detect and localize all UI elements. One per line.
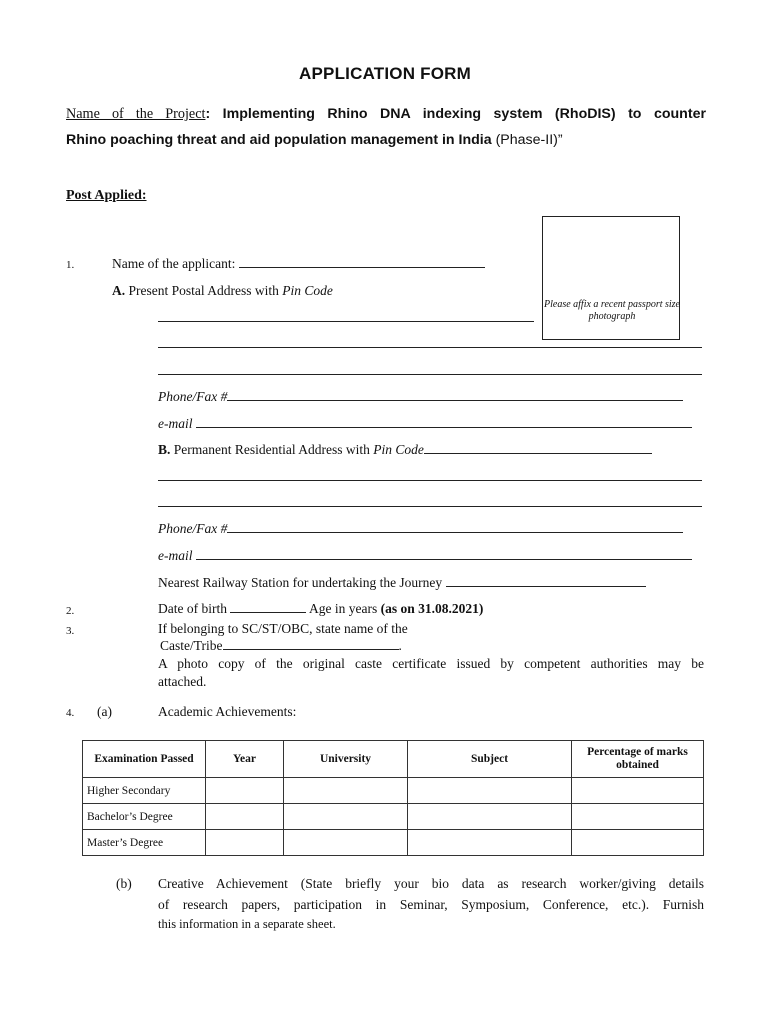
creative-achievement-line2: of research papers, participation in Seminar, Symposium, Conference, etc.). Furnish <box>158 897 704 912</box>
table-row <box>83 778 704 804</box>
photo-box-instruction: Please affix a recent passport size photograph <box>544 299 680 322</box>
form-title: APPLICATION FORM <box>299 64 471 83</box>
exam-name: Higher Secondary <box>83 778 206 804</box>
caste-label: Caste/Tribe <box>160 638 223 653</box>
caste-note-line1: A photo copy of the original caste certificate issued by competent authorities may be <box>158 656 704 671</box>
applicant-name-field[interactable] <box>239 256 485 268</box>
present-address-field-2[interactable] <box>158 336 702 348</box>
year-cell[interactable] <box>206 778 284 804</box>
phone-fax-row-2 <box>158 521 683 537</box>
photo-box <box>542 216 680 340</box>
header-subject: Subject <box>408 741 572 778</box>
table-row <box>83 830 704 856</box>
phone-fax-row-1 <box>158 389 683 405</box>
permanent-address-pin-label: Pin Code <box>373 442 424 457</box>
subject-cell[interactable] <box>408 804 572 830</box>
percentage-cell[interactable] <box>572 830 704 856</box>
railway-label: Nearest Railway Station for undertaking the Journey <box>158 575 443 590</box>
dob-row <box>158 601 483 617</box>
project-name-line1 <box>66 106 706 123</box>
applicant-name-row <box>112 256 485 272</box>
table-header-row <box>83 741 704 778</box>
project-label: Name of the Project <box>66 106 206 122</box>
email-field-2[interactable] <box>196 548 692 560</box>
project-phase: (Phase-II)” <box>491 132 563 148</box>
caste-field[interactable] <box>223 638 399 650</box>
phone-fax-field-2[interactable] <box>227 521 683 533</box>
permanent-address-row <box>158 442 652 458</box>
header-percentage: Percentage of marks obtained <box>572 741 704 778</box>
present-address-label-row <box>112 283 333 299</box>
university-cell[interactable] <box>284 830 408 856</box>
present-address-field-3[interactable] <box>158 363 702 375</box>
permanent-address-field-1[interactable] <box>158 469 702 481</box>
email-field-1[interactable] <box>196 416 692 428</box>
header-university: University <box>284 741 408 778</box>
present-address-label: Present Postal Address with <box>125 283 283 298</box>
permanent-address-field-0[interactable] <box>424 442 652 454</box>
permanent-address-field-2[interactable] <box>158 495 702 507</box>
year-cell[interactable] <box>206 830 284 856</box>
item-number-4: 4. <box>66 707 75 719</box>
age-date-note: (as on 31.08.2021) <box>380 601 484 616</box>
exam-name: Master’s Degree <box>83 830 206 856</box>
caste-question: If belonging to SC/ST/OBC, state name of the <box>158 621 408 636</box>
applicant-name-label: Name of the applicant: <box>112 256 236 271</box>
permanent-address-prefix: B. <box>158 442 171 457</box>
present-address-prefix: A. <box>112 283 126 298</box>
present-address-pin-label: Pin Code <box>282 283 333 298</box>
item-number-3: 3. <box>66 625 75 637</box>
dob-label: Date of birth <box>158 601 227 616</box>
university-cell[interactable] <box>284 778 408 804</box>
caste-note-line2: attached. <box>158 674 207 689</box>
project-name-line2 <box>66 132 563 148</box>
phone-fax-label-1: Phone/Fax # <box>158 389 228 404</box>
railway-row <box>158 575 646 591</box>
header-year: Year <box>206 741 284 778</box>
table-row <box>83 804 704 830</box>
year-cell[interactable] <box>206 804 284 830</box>
item-4b-marker: (b) <box>116 876 132 891</box>
university-cell[interactable] <box>284 804 408 830</box>
email-label-2: e-mail <box>158 548 193 563</box>
creative-achievement-line3: this information in a separate sheet. <box>158 917 336 931</box>
email-label-1: e-mail <box>158 416 193 431</box>
email-row-1 <box>158 416 692 432</box>
exam-name: Bachelor’s Degree <box>83 804 206 830</box>
post-applied-label: Post Applied: <box>66 188 147 203</box>
subject-cell[interactable] <box>408 778 572 804</box>
caste-row <box>160 638 402 654</box>
age-label: Age in years <box>309 601 381 616</box>
item-number-1: 1. <box>66 259 75 271</box>
subject-cell[interactable] <box>408 830 572 856</box>
header-examination: Examination Passed <box>83 741 206 778</box>
creative-achievement-line1: Creative Achievement (State briefly your bio data as research worker/giving details <box>158 876 704 891</box>
phone-fax-field-1[interactable] <box>227 389 683 401</box>
project-title-part2: Rhino poaching threat and aid population management in India <box>66 132 492 148</box>
present-address-field-1[interactable] <box>158 310 534 322</box>
item-number-2: 2. <box>66 605 75 617</box>
project-title-part1: : Implementing Rhino DNA indexing system (RhoDIS) to counter <box>205 106 706 122</box>
percentage-cell[interactable] <box>572 778 704 804</box>
railway-field[interactable] <box>446 575 646 587</box>
dob-field[interactable] <box>230 601 306 613</box>
caste-dot: . <box>398 638 402 653</box>
phone-fax-label-2: Phone/Fax # <box>158 521 228 536</box>
item-4a-marker: (a) <box>97 704 112 719</box>
academic-table <box>82 740 704 856</box>
permanent-address-label: Permanent Residential Address with <box>170 442 374 457</box>
academic-achievements-label: Academic Achievements: <box>158 704 297 719</box>
percentage-cell[interactable] <box>572 804 704 830</box>
email-row-2 <box>158 548 692 564</box>
